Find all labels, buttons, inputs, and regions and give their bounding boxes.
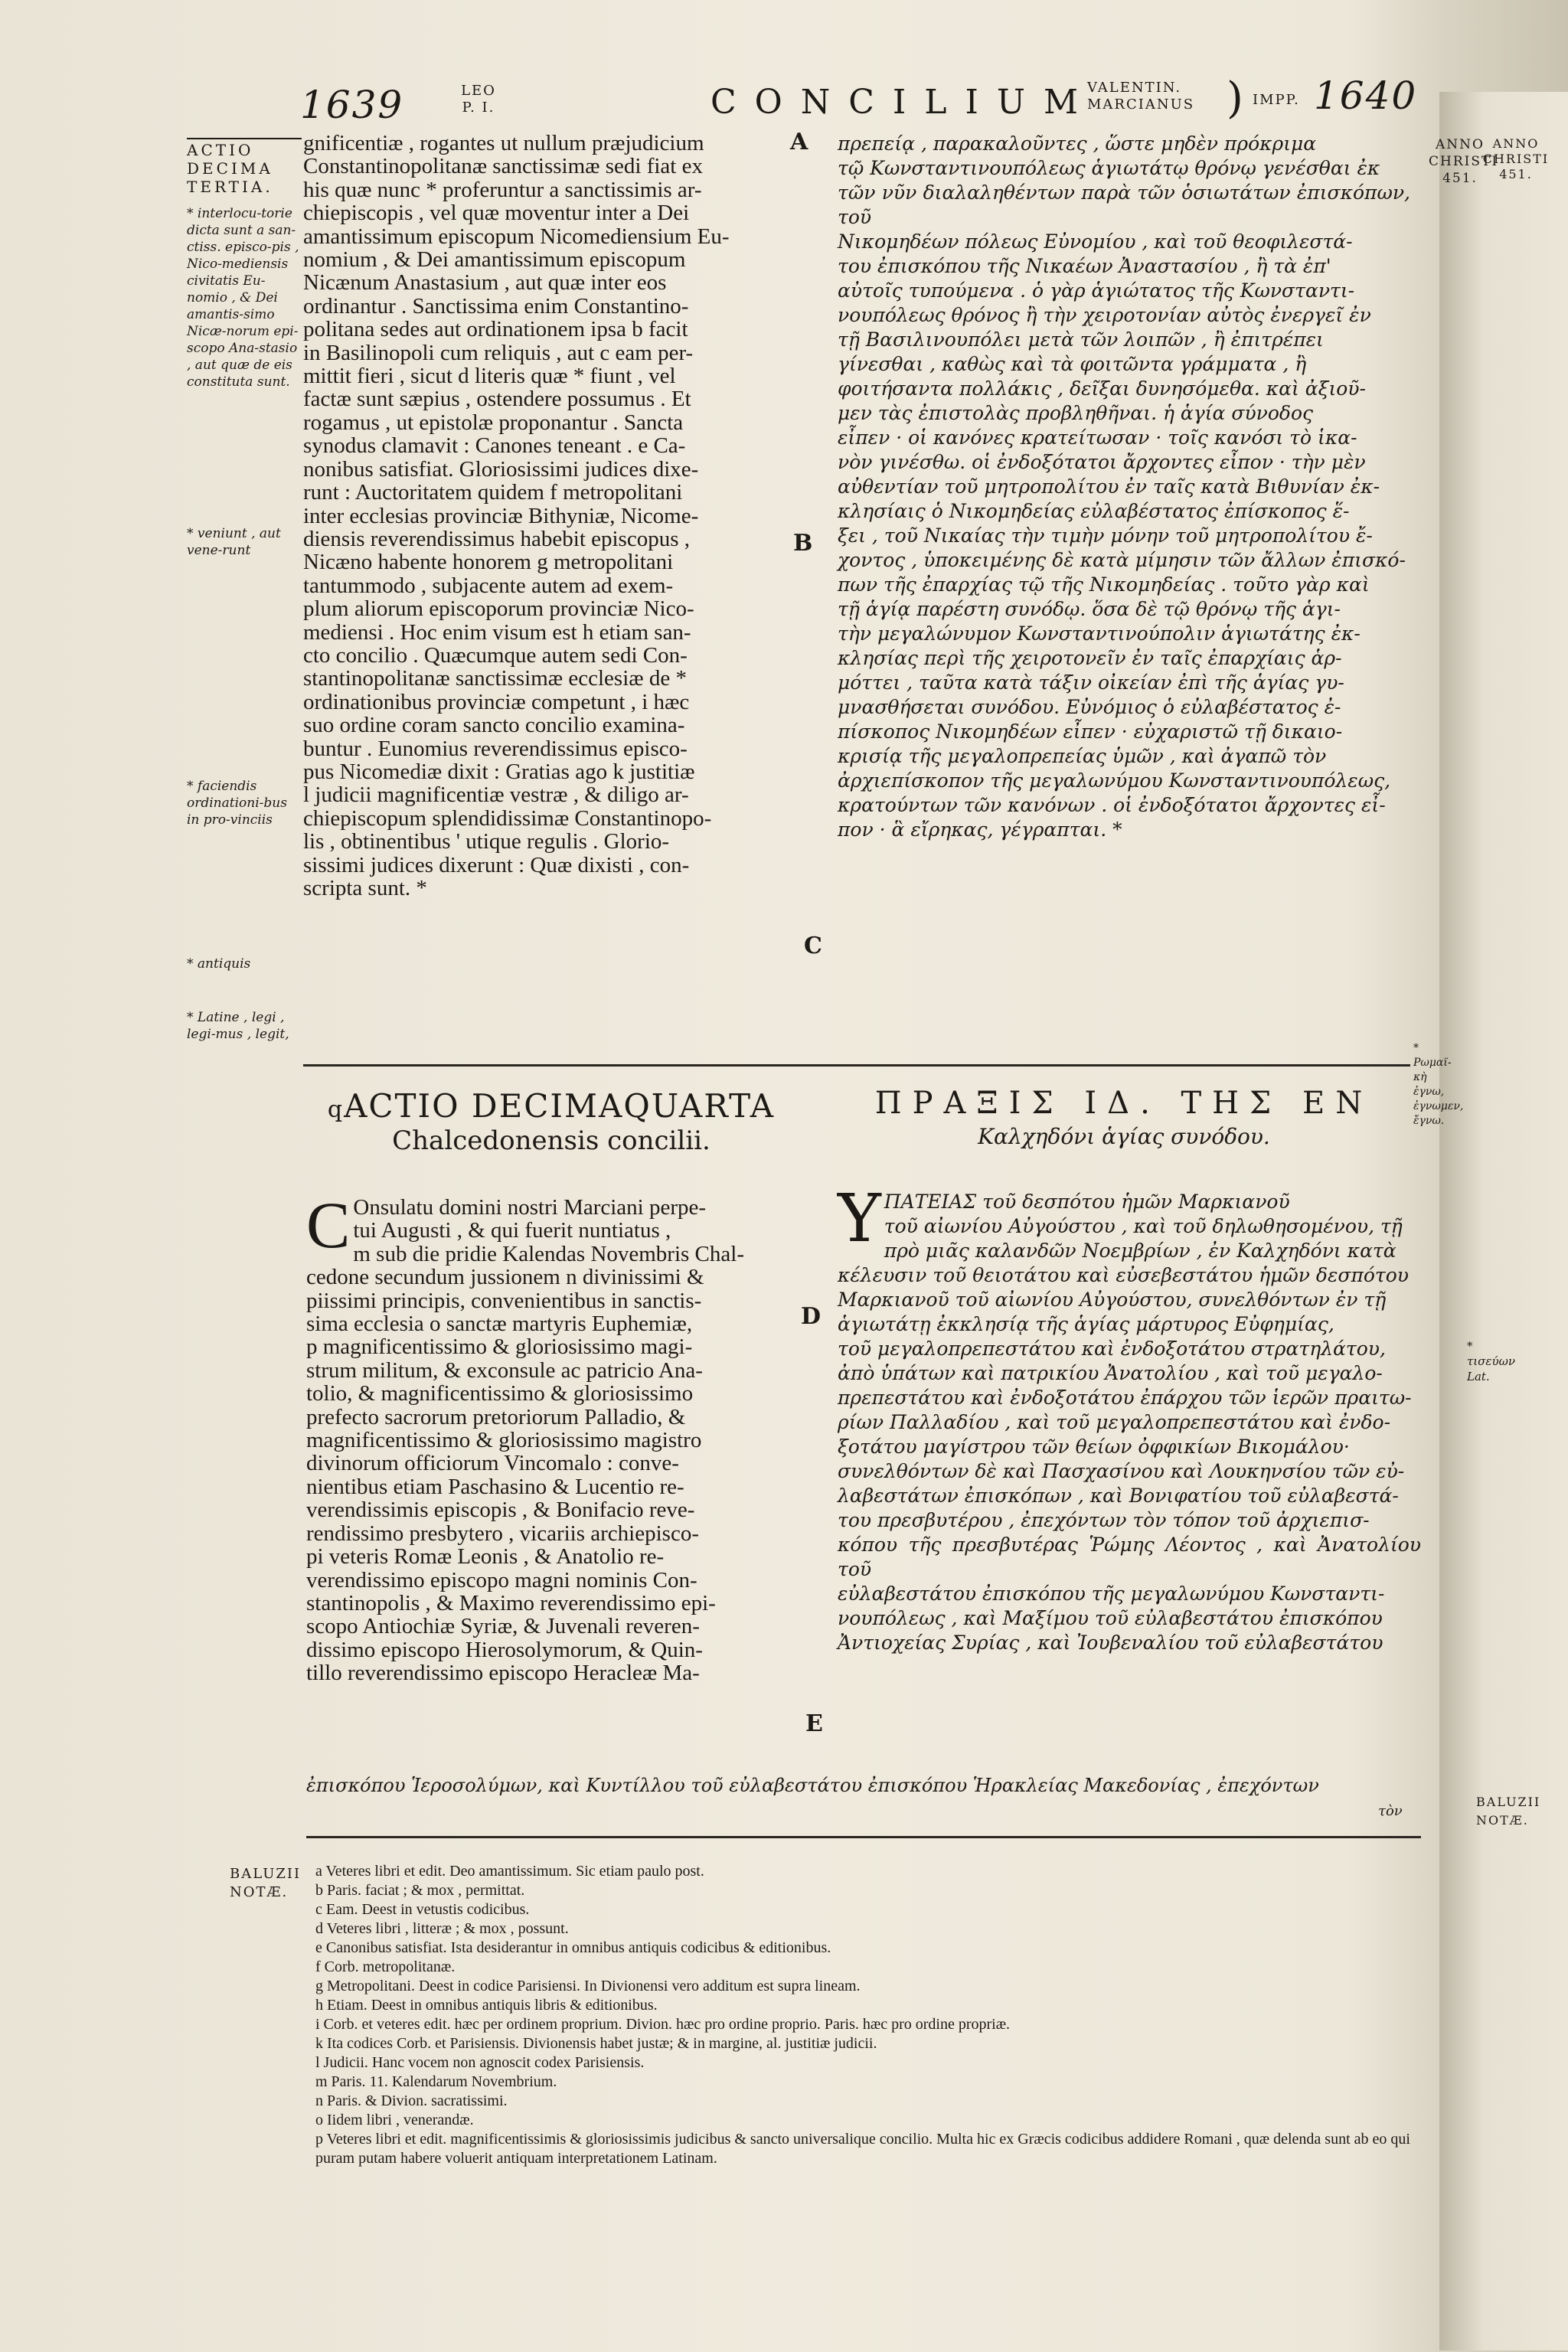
right-running-side: IMPP.: [1253, 92, 1300, 108]
note-entry: f Corb. metropolitanæ.: [315, 1958, 456, 1975]
catchword: τὸν: [1378, 1803, 1403, 1819]
latin-line: rogamus , ut epistolæ proponantur . Sancta: [303, 410, 684, 435]
latin-column-top: [303, 132, 787, 900]
note-entry: b Paris. faciat ; & mox , permittat.: [315, 1882, 525, 1899]
greek-line: Ἀντιοχείας Συρίας , καὶ Ἰουβεναλίου τοῦ εὐλαβεστάτου: [838, 1632, 1383, 1654]
note-entry: c Eam. Deest in vetustis codicibus.: [315, 1901, 530, 1918]
latin-line: nientibus etiam Paschasino & Lucentio re-: [306, 1474, 684, 1499]
latin-line: tui Augusti , & qui fuerit nuntiatus ,: [353, 1218, 671, 1243]
latin-line: diensis reverendissimus habebit episcopus ,: [303, 526, 690, 551]
margin-note-tiseuon: * τισεύων Lat.: [1467, 1339, 1515, 1383]
greek-line: γίνεσθαι , καθὼς καὶ τὰ φοιτῶντα γράμματα , ἢ: [838, 353, 1307, 375]
latin-line: politana sedes aut ordinationem ipsa b facit: [303, 317, 688, 342]
section-letter-c: C: [804, 933, 822, 959]
latin-line: p magnificentissimo & gloriosissimo magi-: [306, 1334, 693, 1360]
greek-line: νὸν γινέσθω. οἱ ἐνδοξότατοι ἄρχοντες εἶπον · τὴν μὲν: [838, 451, 1366, 473]
note-entry: i Corb. et veteres edit. hæc per ordinem proprium. Divion. hæc pro ordine proprio. Paris. hæc pro ordine propriæ.: [315, 2016, 1011, 2033]
latin-line: chiepiscopum splendidissimæ Constantinopo-: [303, 805, 712, 831]
adjacent-page-edge: [1439, 92, 1568, 2350]
latin-line: l judicii magnificentiæ vestræ , & diligo ar-: [303, 782, 689, 808]
greek-line: τοῦ μεγαλοπρεπεστάτου καὶ ἐνδοξοτάτου στρατηλάτου,: [838, 1338, 1386, 1360]
gutter-baluzii-label: BALUZII NOTÆ.: [1476, 1795, 1541, 1828]
page-title: CONCILIUM: [710, 83, 1097, 122]
latin-line: cto concilio . Quæcumque autem sedi Con-: [303, 642, 688, 668]
left-page-number: 1639: [300, 83, 404, 127]
greek-line: αὐθεντίαν τοῦ μητροπολίτου ἐν ταῖς κατὰ Βιθυνίαν ἐκ-: [838, 475, 1380, 498]
greek-line: πρεπείᾳ , παρακαλοῦντες , ὥστε μηδὲν πρόκριμα: [838, 132, 1317, 155]
note-entry: m Paris. 11. Kalendarum Novembrium.: [315, 2073, 557, 2090]
latin-line: buntur . Eunomius reverendissimus episco-: [303, 736, 688, 761]
latin-line: ordinantur . Sanctissima enim Constantino-: [303, 293, 689, 318]
latin-line: sima ecclesia o sanctæ martyris Euphemiæ,: [306, 1312, 693, 1337]
greek-line: αὐτοῖς τυπούμενα . ὁ γὰρ ἁγιώτατος τῆς Κωνσταντι-: [838, 279, 1355, 302]
greek-line: τῶν νῦν διαλαληθέντων παρὰ τῶν ὁσιωτάτων ἐπισκόπων, τοῦ: [838, 181, 1410, 228]
greek-line: πων τῆς ἐπαρχίας τῷ τῆς Νικομηδείας . τοῦτο γὰρ καὶ: [838, 573, 1370, 596]
greek-line: κρατούντων τῶν κανόνων . οἱ ἐνδοξότατοι ἄρχοντες εἶ-: [838, 794, 1386, 816]
margin-actio-label: ACTIO DECIMA TERTIA.: [187, 138, 302, 196]
latin-line: suo ordine coram sancto concilio examina-: [303, 713, 685, 738]
section-letter-d: D: [801, 1303, 822, 1330]
greek-line: μνασθήσεται συνόδου. Εὐνόμιος ὁ εὐλαβέστατος ἐ-: [838, 696, 1341, 718]
note-entry: d Veteres libri , litteræ ; & mox , possunt.: [315, 1920, 569, 1937]
latin-line: rendissimo presbytero , vicariis archiepisco-: [306, 1521, 699, 1546]
greek-line: κλησίαις ὁ Νικομηδείας εὐλαβέστατος ἐπίσκοπος ἕ-: [838, 500, 1350, 522]
right-running-head: [1087, 80, 1195, 113]
section-letter-b: B: [793, 530, 813, 557]
latin-line: divinorum officiorum Vincomalo : conve-: [306, 1451, 679, 1476]
greek-line: πον · ἃ εἴρηκας, γέγραπται. *: [838, 818, 1122, 841]
latin-line: Constantinopolitanæ sanctissimæ sedi fiat ex: [303, 154, 703, 179]
section-divider: [303, 1064, 1410, 1067]
latin-line: cedone secundum jussionem n divinissimi &: [306, 1265, 704, 1290]
greek-line: φοιτήσαντα πολλάκις , δεῖξαι δυνησόμεθα. καὶ ἀξιοῦ-: [838, 377, 1366, 400]
notes-label: BALUZII NOTÆ.: [230, 1866, 302, 1900]
greek-line: νουπόλεως θρόνος ἢ τὴν χειροτονίαν αὐτὸς ἐνεργεῖ ἐν: [838, 304, 1371, 326]
latin-line: Onsulatu domini nostri Marciani perpe-: [353, 1195, 707, 1220]
latin-line: amantissimum episcopum Nicomediensium Eu-: [303, 224, 730, 249]
notes-divider: [306, 1836, 1421, 1838]
latin-line: m sub die pridie Kalendas Novembris Chal-: [353, 1241, 744, 1266]
greek-line: χοντος , ὑποκειμένης δὲ κατὰ μίμησιν τῶν ἄλλων ἐπισκό-: [838, 549, 1406, 571]
greek-line: εὐλαβεστάτου ἐπισκόπου τῆς μεγαλωνύμου Κωνσταντι-: [838, 1583, 1385, 1605]
greek-line: Νικομηδέων πόλεως Εὐνομίου , καὶ τοῦ θεοφιλεστά-: [838, 230, 1353, 253]
margin-note-romaice: * Ρωμαϊ-κὴ ἐγνω, ἐγνωμεν, ἔγνω.: [1413, 1042, 1464, 1127]
latin-section-subtitle: Chalcedonensis concilii.: [392, 1125, 710, 1156]
latin-line: inter ecclesias provinciæ Bithyniæ, Nicome-: [303, 503, 699, 528]
latin-line: stantinopolitanæ sanctissimæ ecclesiæ de *: [303, 666, 687, 691]
greek-line: κόπου τῆς πρεσβυτέρας Ῥώμης Λέοντος , καὶ Ἀνατολίου τοῦ: [838, 1534, 1421, 1580]
latin-column-bottom: [306, 1188, 796, 1686]
greek-line: τῇ ἁγίᾳ παρέστη συνόδῳ. ὅσα δὲ τῷ θρόνῳ τῆς ἁγι-: [838, 598, 1341, 620]
greek-line: κέλευσιν τοῦ θειοτάτου καὶ εὐσεβεστάτου ἡμῶν δεσπότου: [838, 1264, 1410, 1286]
latin-line: lis , obtinentibus ' utique regulis . Glorio-: [303, 829, 670, 854]
note-entry: p Veteres libri et edit. magnificentissimis & gloriosissimis judicibus & sancto universalique concilio. Multa hic ex Græcis codicibus addidere Romani , quæ delenda sunt ab eo qui puram putam habere voluerit antiquam interpretationem Latinam.: [315, 2131, 1410, 2167]
latin-line: his quæ nunc * proferuntur a sanctissimis ar-: [303, 177, 702, 202]
greek-line: του ἐπισκόπου τῆς Νικαέων Ἀναστασίου , ἢ τὰ ἐπ': [838, 255, 1331, 277]
greek-column-top: [838, 132, 1410, 842]
greek-line: ἀπὸ ὑπάτων καὶ πατρικίου Ἀνατολίου , καὶ τοῦ μεγαλο-: [838, 1362, 1383, 1384]
greek-line: νουπόλεως , καὶ Μαξίμου τοῦ εὐλαβεστάτου ἐπισκόπου: [838, 1607, 1383, 1629]
greek-line: Μαρκιανοῦ τοῦ αἰωνίου Αὐγούστου, συνελθόντων ἐν τῇ: [838, 1289, 1387, 1311]
greek-column-bottom-lines: [838, 1181, 1421, 1655]
note-entry: g Metropolitani. Deest in codice Parisiensi. In Divionensi vero additum est supra lineam.: [315, 1978, 861, 1994]
latin-line: sissimi judices dixerunt : Quæ dixisti , con-: [303, 852, 690, 877]
notes-block: [315, 1862, 1418, 2168]
margin-note-interlocutorie: * interlocu-torie dicta sunt a san-ctiss. episco-pis , Nico-mediensis civitatis Eu-nomio , & Dei amantis-simo Nicæ-norum epi-scopo Ana-stasio , aut quæ de eis constituta sunt.: [187, 206, 299, 390]
greek-line: κλησίας περὶ τῆς χειροτονεῖν ἐν ταῖς ἐπαρχίαις ἁρ-: [838, 647, 1342, 669]
section-letter-a: A: [790, 129, 808, 155]
latin-line: plum aliorum episcoporum provinciæ Nico-: [303, 596, 694, 622]
latin-line: tolio, & magnificentissimo & gloriosissimo: [306, 1381, 694, 1406]
year-value: 451.: [1442, 171, 1478, 186]
margin-note-faciendis: * faciendis ordinationi-bus in pro-vinciis: [187, 779, 287, 828]
latin-dropcap: C: [306, 1188, 351, 1262]
latin-line: scripta sunt. *: [303, 876, 427, 900]
greek-line: μόττει , ταῦτα κατὰ τάξιν οἰκείαν ἐπὶ τῆς ἁγίας γυ-: [838, 671, 1344, 694]
header-brace: ): [1227, 74, 1243, 123]
greek-line: τὴν μεγαλώνυμον Κωνσταντινούπολιν ἁγιωτάτης ἐκ-: [838, 622, 1361, 645]
greek-line: ξοτάτου μαγίστρου τῶν θείων ὀφφικίων Βικομάλου·: [838, 1436, 1350, 1458]
section-letter-e: E: [805, 1710, 823, 1737]
note-entry: h Etiam. Deest in omnibus antiquis libris & editionibus.: [315, 1997, 658, 2014]
greek-line: πίσκοπος Νικομηδέων εἶπεν · εὐχαριστῶ τῇ δικαιο-: [838, 720, 1343, 743]
latin-line: Nicænum Anastasium , aut quæ inter eos: [303, 270, 667, 296]
greek-line: κρισίᾳ τῆς μεγαλοπρεπείας ὑμῶν , καὶ ἀγαπῶ τὸν: [838, 745, 1327, 767]
right-page-number: 1640: [1314, 74, 1418, 118]
latin-line: dissimo episcopo Hierosolymorum, & Quin-: [306, 1637, 703, 1662]
note-entry: o Iidem libri , venerandæ.: [315, 2112, 474, 2128]
latin-line: mittit fieri , sicut d literis quæ * fiunt , vel: [303, 364, 676, 389]
year-label-sub: CHRISTI: [1429, 154, 1499, 169]
latin-line: pus Nicomediæ dixit : Gratias ago k justitiæ: [303, 759, 695, 784]
greek-line: τῷ Κωνσταντινουπόλεως ἁγιωτάτῳ θρόνῳ γενέσθαι ἐκ: [838, 157, 1380, 179]
latin-line: magnificentissimo & gloriosissimo magistro: [306, 1428, 702, 1453]
left-running-head-line1: LEO: [461, 83, 496, 99]
greek-dropcap: Υ: [838, 1181, 881, 1257]
greek-line: λαβεστάτων ἐπισκόπων , καὶ Βονιφατίου τοῦ εὐλαβεστά-: [838, 1485, 1399, 1507]
margin-note-latine: * Latine , legi , legi-mus , legit,: [187, 1010, 289, 1042]
greek-line: ἀρχιεπίσκοπον τῆς μεγαλωνύμου Κωνσταντινουπόλεως,: [838, 769, 1391, 792]
greek-line: εἶπεν · οἱ κανόνες κρατείτωσαν · τοῖς κανόσι τὸ ἱκα-: [838, 426, 1357, 449]
latin-line: synodus clamavit : Canones teneant . e Ca-: [303, 433, 686, 459]
note-entry: a Veteres libri et edit. Deo amantissimum. Sic etiam paulo post.: [315, 1863, 704, 1880]
note-entry: k Ita codices Corb. et Parisiensis. Divionensis habet justæ; & in margine, al. justitiæ judicii.: [315, 2035, 877, 2052]
greek-line: του πρεσβυτέρου , ἐπεχόντων τὸν τόπον τοῦ ἀρχιεπισ-: [838, 1509, 1370, 1531]
note-entry: l Judicii. Hanc vocem non agnoscit codex Parisiensis.: [315, 2054, 645, 2071]
greek-line: ΠΑΤΕΙΑΣ τοῦ δεσπότου ἡμῶν Μαρκιανοῦ: [884, 1191, 1290, 1213]
gutter-year: ANNO CHRISTI 451.: [1482, 136, 1550, 181]
latin-line: runt : Auctoritatem quidem f metropolitani: [303, 480, 683, 505]
latin-line: scopo Antiochiæ Syriæ, & Juvenali reveren-: [306, 1614, 700, 1639]
greek-line: ἁγιωτάτῃ ἐκκλησίᾳ τῆς ἁγίας μάρτυρος Εὐφημίας,: [838, 1313, 1334, 1335]
right-running-head-line1: VALENTIN.: [1087, 80, 1182, 96]
left-running-head-line2: P. I.: [462, 100, 495, 116]
latin-line: factæ sunt sæpius , ostendere possumus . Et: [303, 387, 691, 412]
latin-line: tillo reverendissimo episcopo Heracleæ Ma-: [306, 1661, 700, 1686]
latin-line: Nicæno habente honorem g metropolitani: [303, 550, 674, 575]
greek-continuation-line: ἐπισκόπου Ἱεροσολύμων, καὶ Κυντίλλου τοῦ εὐλαβεστάτου ἐπισκόπου Ἡρακλείας Μακεδονίας , ἐπεχόντων: [306, 1775, 1319, 1796]
latin-section-marker: q: [327, 1096, 345, 1123]
latin-line: piissimi principis, convenientibus in sanctis-: [306, 1288, 702, 1313]
left-running-head: [452, 83, 505, 116]
latin-line: mediensi . Hoc enim visum est h etiam san-: [303, 619, 691, 645]
note-entry: e Canonibus satisfiat. Ista desiderantur in omnibus antiquis codicibus & editionibus.: [315, 1939, 831, 1956]
latin-line: verendissimo episcopo magni nominis Con-: [306, 1567, 697, 1592]
greek-line: συνελθόντων δὲ καὶ Πασχασίνου καὶ Λουκηνσίου τῶν εὐ-: [838, 1460, 1405, 1482]
greek-section-title: ΠΡΑΞΙΣ ΙΔ. ΤΗΣ ΕΝ: [874, 1086, 1374, 1121]
latin-line: in Basilinopoli cum reliquis , aut c eam per-: [303, 340, 694, 365]
greek-line: πρὸ μιᾶς καλανδῶν Νοεμβρίων , ἐν Καλχηδόνι κατὰ: [884, 1240, 1396, 1262]
greek-line: ρίων Παλλαδίου , καὶ τοῦ μεγαλοπρεπεστάτου καὶ ἐνδο-: [838, 1411, 1391, 1433]
latin-column-bottom-lines: [306, 1188, 796, 1686]
greek-column-bottom: [838, 1181, 1421, 1655]
latin-line: gnificentiæ , rogantes ut nullum præjudicium: [303, 131, 704, 155]
latin-section-title: [306, 1087, 796, 1125]
latin-line: chiepiscopis , vel quæ moventur inter a Dei: [303, 201, 690, 226]
latin-line: pi veteris Romæ Leonis , & Anatolio re-: [306, 1544, 665, 1570]
right-running-head-line2: MARCIANUS: [1087, 96, 1195, 113]
greek-line: ξει , τοῦ Νικαίας τὴν τιμὴν μόνην τοῦ μητροπολίτου ἔ-: [838, 524, 1373, 547]
latin-section-title-text: ACTIO DECIMAQUARTA: [344, 1087, 776, 1125]
latin-line: nonibus satisfiat. Gloriosissimi judices dixe-: [303, 456, 699, 482]
greek-line: τοῦ αἰωνίου Αὐγούστου , καὶ τοῦ δηλωθησομένου, τῇ: [884, 1215, 1403, 1237]
margin-note-veniunt: * veniunt , aut vene-runt: [187, 526, 281, 558]
latin-line: verendissimis episcopis , & Bonifacio reve-: [306, 1498, 695, 1523]
latin-line: tantummodo , subjacente autem ad exem-: [303, 573, 674, 598]
greek-section-subtitle: Καλχηδόνι ἁγίας συνόδου.: [978, 1124, 1270, 1149]
note-entry: n Paris. & Divion. sacratissimi.: [315, 2092, 508, 2109]
latin-line: ordinationibus provinciæ competunt , i hæc: [303, 689, 690, 714]
greek-line: τῇ Βασιλινουπόλει μετὰ τῶν λοιπῶν , ἢ ἐπιτρέπει: [838, 328, 1324, 351]
latin-line: stantinopolis , & Maximo reverendissimo epi-: [306, 1590, 716, 1615]
margin-note-antiquis: * antiquis: [187, 956, 251, 972]
latin-line: nomium , & Dei amantissimum episcopum: [303, 247, 686, 273]
year-label: ANNO: [1436, 137, 1485, 152]
greek-line: πρεπεστάτου καὶ ἐνδοξοτάτου ἐπάρχου τῶν ἱερῶν πραιτω-: [838, 1387, 1412, 1409]
latin-line: prefecto sacrorum pretoriorum Palladio, &: [306, 1404, 686, 1429]
latin-line: strum militum, & exconsule ac patricio Ana-: [306, 1357, 703, 1383]
greek-line: μεν τὰς ἐπιστολὰς προβληθῆναι. ἡ ἁγία σύνοδος: [838, 402, 1313, 424]
